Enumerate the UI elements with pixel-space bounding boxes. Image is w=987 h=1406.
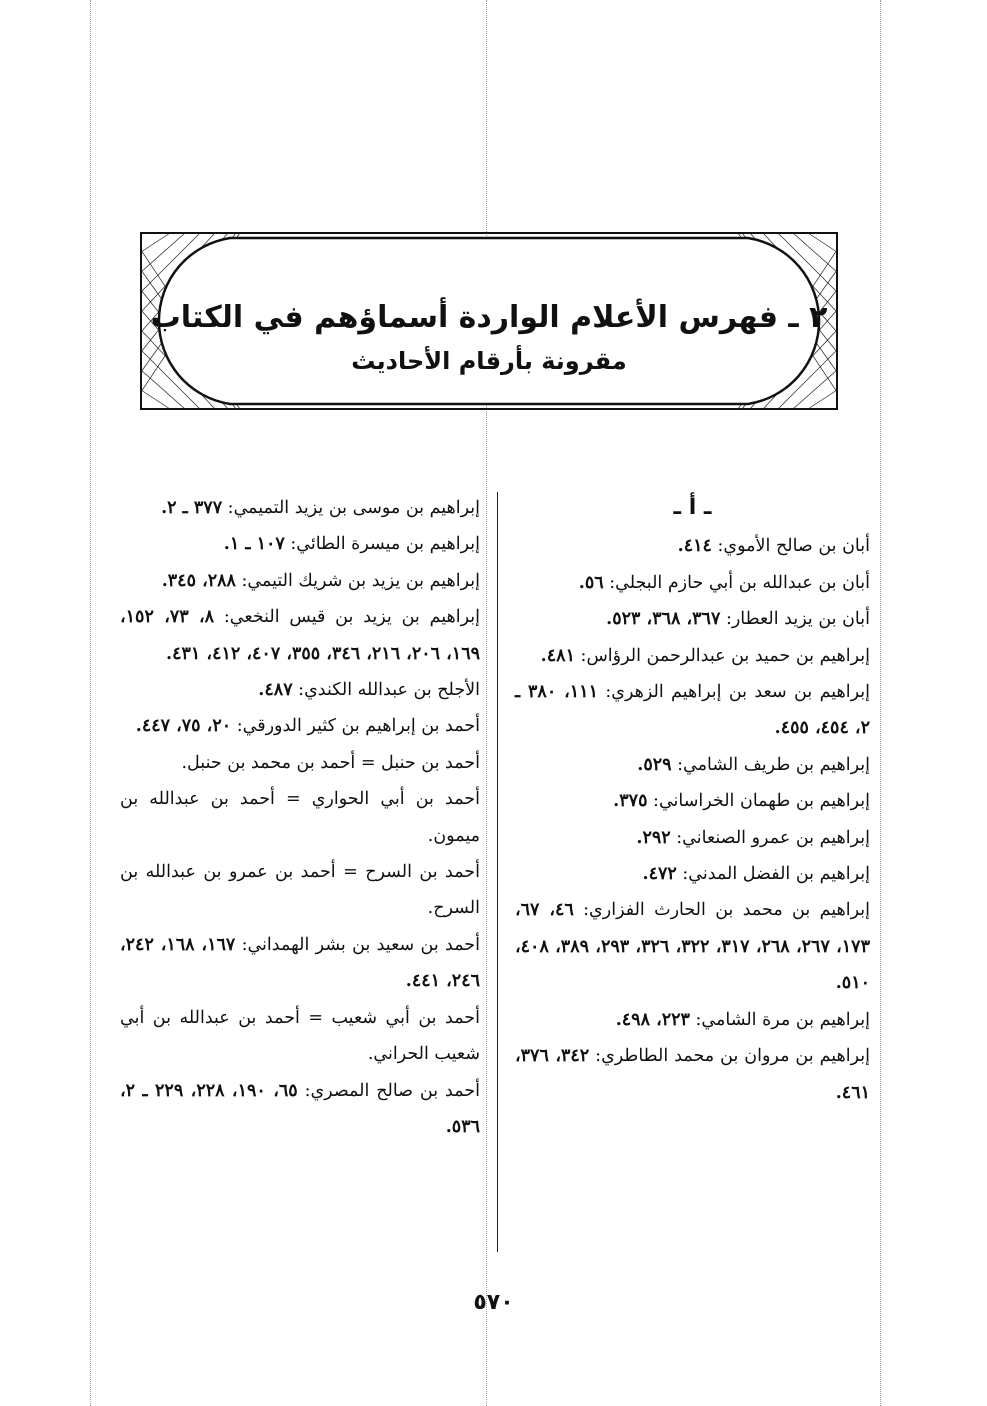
title-frame — [140, 232, 838, 410]
entry-refs: ٣٧٧ ـ ٢. — [161, 498, 223, 518]
index-entry — [120, 526, 480, 562]
entry-refs: ١٠٧ ـ ١. — [223, 534, 285, 555]
guide-line — [486, 0, 487, 1406]
index-entry — [515, 674, 870, 747]
index-entry — [515, 783, 870, 819]
entry-refs: ٤٨١. — [540, 645, 575, 666]
page-number: ٥٧٠ — [473, 1290, 514, 1315]
entry-name: إبراهيم بن حميد بن عبدالرحمن الرؤاس: — [580, 645, 870, 666]
index-column-right — [515, 490, 870, 1111]
entry-refs: ٣٧٥. — [613, 791, 648, 812]
entry-name: إبراهيم بن مروان بن محمد الطاطري: — [595, 1046, 870, 1067]
entry-refs: ٤٦، ٦٧، ١٧٣، ٢٦٧، ٢٦٨، ٣١٧، ٣٢٢، ٣٢٦، ٢٩٣، ٣٨٩، ٤٠٨، ٥١٠. — [515, 900, 870, 994]
entry-name: أحمد بن أبي الحواري = أحمد بن عبدالله بن ميمون. — [120, 789, 480, 846]
guide-line — [880, 0, 881, 1406]
entry-name: إبراهيم بن سعد بن إبراهيم الزهري: — [605, 682, 870, 703]
entry-name: إبراهيم بن ميسرة الطائي: — [290, 534, 480, 555]
entry-name: أبان بن يزيد العطار: — [725, 609, 870, 630]
index-column-left — [120, 490, 480, 1145]
index-entry — [515, 1002, 870, 1038]
entry-refs: ٢٢٣، ٤٩٨. — [615, 1009, 690, 1030]
entry-name: إبراهيم بن موسى بن يزيد التميمي: — [227, 498, 480, 518]
entry-name: أحمد بن صالح المصري: — [304, 1080, 480, 1101]
index-entry — [515, 528, 870, 564]
entry-name: أحمد بن إبراهيم بن كثير الدورقي: — [236, 716, 480, 737]
index-entry — [120, 781, 480, 854]
entry-name: أبان بن صالح الأموي: — [717, 536, 870, 557]
index-entry — [515, 820, 870, 856]
index-entry — [515, 747, 870, 783]
index-title: ٢ ـ فهرس الأعلام الواردة أسماؤهم في الكتاب — [150, 300, 828, 335]
entry-refs: ٦٥، ١٩٠، ٢٢٨، ٢٢٩ ـ ٢، ٥٣٦. — [120, 1080, 480, 1137]
entry-refs: ٢٩٢. — [636, 827, 671, 848]
entry-refs: ٣٦٧، ٣٦٨، ٥٢٣. — [606, 609, 721, 630]
entry-name: أحمد بن سعيد بن بشر الهمداني: — [241, 934, 480, 955]
entry-name: إبراهيم بن طريف الشامي: — [677, 754, 870, 775]
index-entry — [515, 1038, 870, 1111]
guide-line — [90, 0, 91, 1406]
entry-name: إبراهيم بن عمرو الصنعاني: — [676, 827, 870, 848]
entry-refs: ٤٧٢. — [642, 864, 677, 885]
entry-name: أحمد بن السرح = أحمد بن عمرو بن عبدالله بن السرح. — [120, 862, 480, 919]
entry-name: إبراهيم بن يزيد بن شريك التيمي: — [241, 570, 480, 591]
index-entry — [120, 708, 480, 744]
entry-name: الأجلح بن عبدالله الكندي: — [298, 680, 480, 701]
index-entry — [120, 490, 480, 526]
index-entry — [515, 856, 870, 892]
index-entry — [120, 563, 480, 599]
entry-refs: ٨، ٧٣، ١٥٢، ١٦٩، ٢٠٦، ٢١٦، ٣٤٦، ٣٥٥، ٤٠٧، ٤١٢، ٤٣١. — [120, 607, 480, 664]
index-entry — [515, 565, 870, 601]
index-entry — [515, 638, 870, 674]
entry-refs: ٤١٤. — [677, 536, 712, 557]
entry-refs: ٥٦. — [578, 572, 604, 593]
entry-name: أحمد بن أبي شعيب = أحمد بن عبدالله بن أبي شعيب الحراني. — [120, 1007, 480, 1065]
entry-name: إبراهيم بن مرة الشامي: — [695, 1009, 870, 1030]
index-entry — [120, 1073, 480, 1146]
entry-name: إبراهيم بن الفضل المدني: — [682, 864, 870, 885]
index-entry — [120, 1000, 480, 1073]
entry-refs: ٢٠، ٧٥، ٤٤٧. — [135, 716, 232, 737]
index-entry — [120, 854, 480, 927]
entry-refs: ٣٤٢، ٣٧٦، ٤٦١. — [515, 1046, 870, 1103]
index-entry — [120, 927, 480, 1000]
entry-name: إبراهيم بن محمد بن الحارث الفزاري: — [583, 900, 870, 921]
index-entry — [515, 892, 870, 1001]
entry-refs: ٥٢٩. — [637, 754, 672, 775]
column-divider — [497, 492, 498, 1252]
entry-refs: ١٦٧، ١٦٨، ٢٤٢، ٢٤٦، ٤٤١. — [120, 934, 480, 992]
index-entry — [120, 745, 480, 781]
index-entry — [120, 672, 480, 708]
entry-name: إبراهيم بن يزيد بن قيس النخعي: — [223, 607, 480, 628]
entry-name: إبراهيم بن طهمان الخراساني: — [653, 791, 870, 812]
entry-refs: ١١١، ٣٨٠ ـ ٢، ٤٥٤، ٤٥٥. — [515, 682, 870, 739]
index-entry — [515, 601, 870, 637]
entry-refs: ٤٨٧. — [258, 680, 293, 701]
index-entry — [120, 599, 480, 672]
entry-name: أبان بن عبدالله بن أبي حازم البجلي: — [609, 572, 870, 593]
letter-heading: ـ أ ـ — [673, 495, 712, 520]
index-subtitle: مقرونة بأرقام الأحاديث — [351, 347, 627, 375]
entry-refs: ٢٨٨، ٣٤٥. — [161, 570, 236, 591]
entry-name: أحمد بن حنبل = أحمد بن محمد بن حنبل. — [181, 752, 480, 773]
